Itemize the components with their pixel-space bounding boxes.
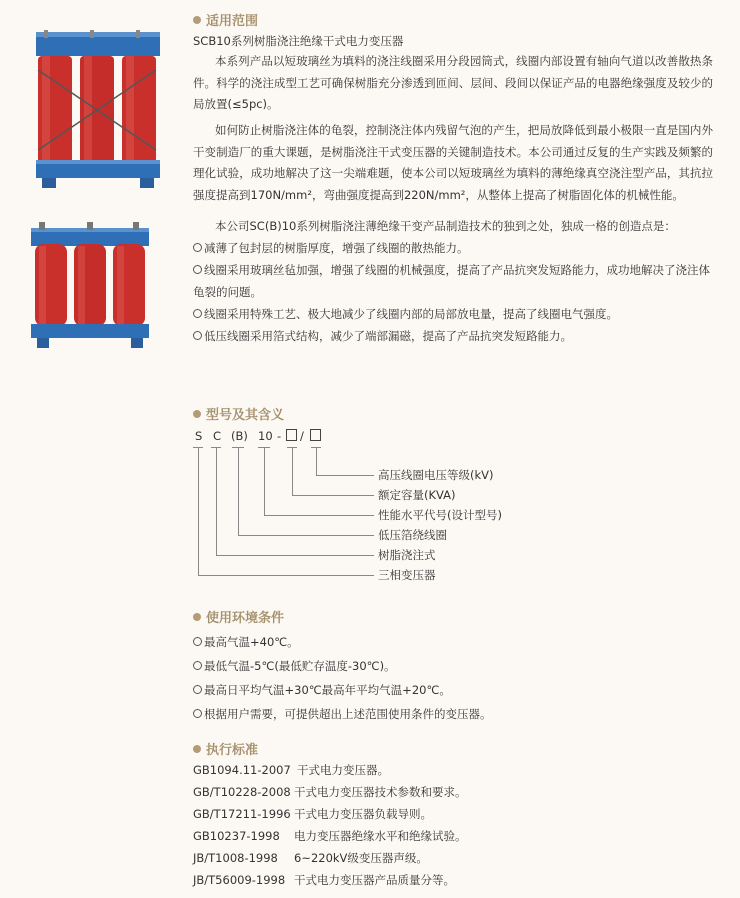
standard-code: JB/T1008-1998: [193, 851, 278, 865]
circle-bullet-icon: [193, 309, 202, 318]
meaning-performance: 性能水平代号(设计型号): [378, 508, 502, 522]
meaning-voltage: 高压线圈电压等级(kV): [378, 468, 494, 482]
standard-code: GB1094.11-2007: [193, 763, 291, 777]
standard-code: GB/T10228-2008: [193, 785, 291, 799]
leader-line: [238, 447, 239, 535]
environment-list: [193, 630, 718, 726]
leader-line: [238, 535, 374, 536]
list-item: 最高日平均气温+30℃最高年平均气温+20℃。: [193, 678, 718, 702]
meaning-foil-coil: 低压箔绕线圈: [378, 528, 447, 542]
circle-bullet-icon: [193, 265, 202, 274]
leader-line: [216, 555, 374, 556]
list-item: 最低气温-5℃(最低贮存温度-30℃)。: [193, 654, 718, 678]
scope-bullet-list: [193, 237, 718, 347]
leader-line: [292, 495, 374, 496]
scope-paragraph-1: 本系列产品以短玻璃丝为填料的浇注线圈采用分段园筒式，线圈内部设置有轴向气道以改善散热条件。科学的浇注成型工艺可确保树脂充分渗透到匝间、层间、段间以保证产品的电器绝缘强度及较少的局放置(≤5pc)。: [193, 54, 713, 111]
standard-code: JB/T56009-1998: [193, 873, 286, 887]
code-s: S: [195, 429, 203, 443]
standard-name: 干式电力变压器技术参数和要求。: [294, 785, 467, 799]
code-dash: -: [277, 429, 282, 443]
leader-line: [198, 447, 199, 575]
scope-paragraph-2: 如何防止树脂浇注体的龟裂，控制浇注体内残留气泡的产生，把局放降低到最小极限一直是国内外干变制造厂的重大课题，是树脂浇注干式变压器的关键制造技术。本公司通过反复的生产实践及频繁的理化试验，成功地解决了这一尖端难题，使本公司以短玻璃丝为填料的薄绝缘真空浇注型产品，其抗拉强度提高到170N/mm²，弯曲强度提高到220N/mm²，从整体上提高了树脂固化体的机械性能。: [193, 123, 713, 202]
circle-bullet-icon: [193, 637, 202, 646]
code-c: C: [213, 429, 222, 443]
circle-bullet-icon: [193, 243, 202, 252]
product-title: SCB10系列树脂浇注绝缘干式电力变压器: [193, 34, 404, 48]
environment-heading: 使用环境条件: [193, 607, 284, 626]
standard-name: 干式电力变压器产品质量分等。: [294, 873, 455, 887]
standard-name: 干式电力变压器负载导则。: [294, 807, 432, 821]
leader-line: [316, 447, 317, 475]
list-item: 低压线圈采用箔式结构，减少了端部漏磁，提高了产品抗突发短路能力。: [193, 325, 718, 347]
list-item: 根据用户需要，可提供超出上述范围使用条件的变压器。: [193, 702, 718, 726]
leader-line: [264, 515, 374, 516]
code-slash: /: [300, 429, 304, 443]
standard-name: 电力变压器绝缘水平和绝缘试验。: [294, 829, 467, 843]
leader-line: [292, 447, 293, 495]
circle-bullet-icon: [193, 685, 202, 694]
leader-line: [216, 447, 217, 555]
standards-heading: 执行标准: [193, 739, 258, 758]
bullet-dot-icon: [193, 613, 201, 621]
leader-line: [198, 575, 374, 576]
circle-bullet-icon: [193, 709, 202, 718]
leader-line: [316, 475, 374, 476]
list-item: 线圈采用玻璃丝毡加强，增强了线圈的机械强度，提高了产品抗突发短路能力，成功地解决了浇注体龟裂的问题。: [193, 263, 710, 299]
scope-paragraph-3: 本公司SC(B)10系列树脂浇注薄绝缘干变产品制造技术的独到之处，独成一格的创造点是：: [215, 219, 676, 233]
circle-bullet-icon: [193, 661, 202, 670]
code-b: (B): [231, 429, 248, 443]
bullet-dot-icon: [193, 16, 201, 24]
leader-line: [264, 447, 265, 515]
list-item: 线圈采用特殊工艺、极大地减少了线圈内部的局部放电量，提高了线圈电气强度。: [193, 303, 718, 325]
meaning-three-phase: 三相变压器: [378, 568, 436, 582]
standard-code: GB10237-1998: [193, 829, 280, 843]
voltage-box: [310, 428, 321, 444]
meaning-capacity: 额定容量(KVA): [378, 488, 456, 502]
list-item: 减薄了包封层的树脂厚度，增强了线圈的散热能力。: [193, 237, 718, 259]
capacity-box: [286, 428, 297, 444]
bullet-dot-icon: [193, 745, 201, 753]
bullet-dot-icon: [193, 410, 201, 418]
list-item: 最高气温+40℃。: [193, 630, 718, 654]
transformer-photo-1: [28, 30, 168, 190]
code-10: 10: [258, 429, 273, 443]
model-heading: 型号及其含义: [193, 404, 284, 423]
transformer-photo-2: [25, 222, 155, 352]
scope-heading: 适用范围: [193, 10, 258, 29]
standard-name: 干式电力变压器。: [297, 763, 389, 777]
circle-bullet-icon: [193, 331, 202, 340]
meaning-resin-cast: 树脂浇注式: [378, 548, 436, 562]
standard-code: GB/T17211-1996: [193, 807, 291, 821]
standard-name: 6~220kV级变压器声级。: [294, 851, 428, 865]
